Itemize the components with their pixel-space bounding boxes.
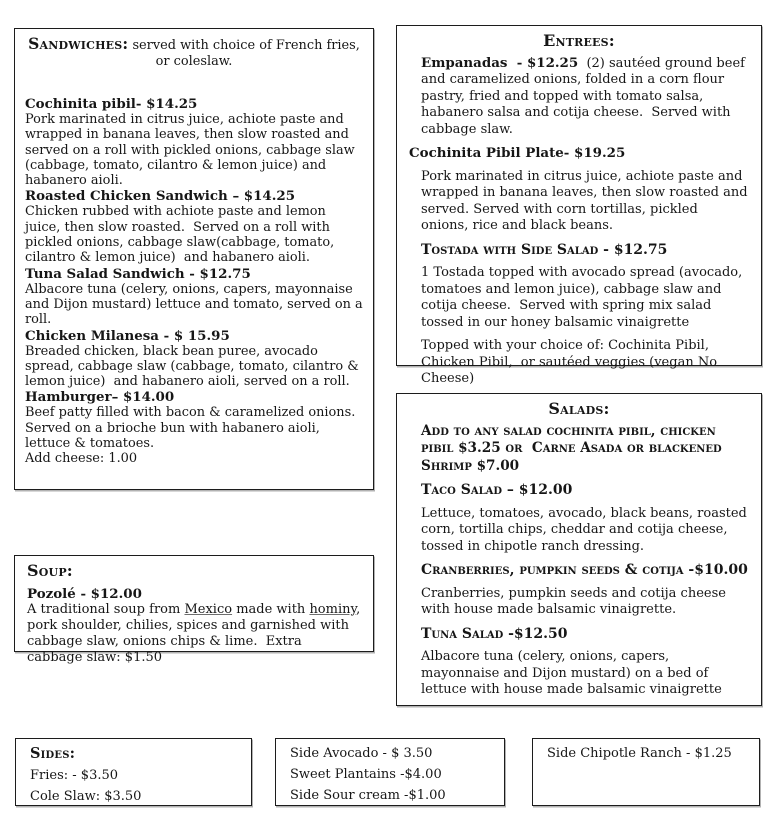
sides-section bbox=[15, 738, 252, 806]
item-title-tuna-salad: Tuna Salad -$12.50 bbox=[421, 625, 568, 642]
item-description: Chicken rubbed with achiote paste and lemon juice, then slow roasted. Served on a roll with pickled onions, cabbage slaw(cabbage, tomato, cilantro & lemon juice) and habanero aioli. bbox=[25, 204, 339, 266]
item-title: Hamburger– $14.00 bbox=[25, 389, 175, 406]
entrees-section bbox=[396, 25, 762, 386]
salads-title: Salads: bbox=[548, 399, 610, 418]
item-title-cranberries: Cranberries, pumpkin seeds & cotija -$10.00 bbox=[421, 562, 748, 578]
salads-addon-note: Add to any salad cochinita pibil, chicken pibil $3.25 or Carne Asada or blackened Shrimp $7.00 bbox=[421, 422, 727, 474]
description-text: made with bbox=[232, 602, 310, 617]
item-description-cranberries: Cranberries, pumpkin seeds and cotija cheese with house made balsamic vinaigrette. bbox=[421, 585, 731, 617]
item-description: Albacore tuna (celery, onions, capers, mayonnaise and Dijon mustard) lettuce and tomato, served on a roll. bbox=[25, 281, 367, 328]
menu-item-cochinita-pibil bbox=[25, 96, 363, 188]
item-title: Cochinita pibil- $14.25 bbox=[25, 96, 198, 112]
item-title: Roasted Chicken Sandwich – $14.25 bbox=[25, 188, 296, 205]
item-description: Pork marinated in citrus juice, achiote paste and wrapped in banana leaves, then slow roasted and served on a roll with pickled onions, cabbage slaw (cabbage, tomato, cilantro & lemon juice) and habanero aioli. bbox=[25, 112, 359, 189]
sandwiches-header bbox=[25, 36, 363, 70]
menu-item-hamburger bbox=[25, 389, 363, 466]
item-title-tostada: Tostada with Side Salad - $12.75 bbox=[421, 241, 668, 258]
side-item-cole-slaw: Cole Slaw: $3.50 bbox=[30, 789, 142, 804]
side-item-sour-cream: Side Sour cream -$1.00 bbox=[290, 788, 446, 803]
item-title-taco-salad: Taco Salad – $12.00 bbox=[421, 482, 573, 498]
sauces-section bbox=[532, 738, 760, 806]
sandwiches-header-note: served with choice of French fries, or coleslaw. bbox=[128, 38, 364, 69]
extra-sides-section bbox=[275, 738, 505, 806]
mexico-link[interactable]: Mexico bbox=[184, 602, 233, 617]
item-description-pozole bbox=[27, 602, 365, 666]
soup-header bbox=[27, 563, 361, 581]
item-addon-note: Add cheese: 1.00 bbox=[25, 451, 138, 467]
sandwiches-section bbox=[14, 28, 374, 490]
side-item-fries: Fries: - $3.50 bbox=[30, 768, 119, 783]
menu-item-tuna-salad-sandwich bbox=[25, 265, 367, 328]
item-description-taco-salad: Lettuce, tomatoes, avocado, black beans, roasted corn, tortilla chips, cheddar and cotija cheese, tossed in chipotle ranch dressing. bbox=[421, 505, 751, 554]
item-description: Beef patty filled with bacon & caramelized onions. Served on a brioche bun with habanero aioli, lettuce & tomatoes. bbox=[25, 405, 360, 452]
spacer bbox=[25, 70, 363, 96]
item-description-tostada: 1 Tostada topped with avocado spread (avocado, tomatoes and lemon juice), cabbage slaw and cotija cheese. Served with spring mix salad tossed in our honey balsamic vinaigrette bbox=[421, 265, 747, 330]
salads-section bbox=[396, 393, 762, 706]
item-title-cochinita-pibil-plate: Cochinita Pibil Plate- $19.25 bbox=[409, 145, 626, 161]
sides-header bbox=[30, 743, 237, 765]
soup-title: Soup: bbox=[27, 561, 73, 580]
item-title: Tuna Salad Sandwich - $12.75 bbox=[25, 265, 251, 282]
soup-section bbox=[14, 555, 374, 665]
description-text: , pork shoulder, chilies, spices and garnished with cabbage slaw, onions chips & lime. Extra cabbage slaw: $1.50 bbox=[27, 602, 365, 665]
description-text: A traditional soup from bbox=[27, 602, 185, 617]
hominy-link[interactable]: hominy bbox=[309, 602, 357, 617]
menu-item-chicken-milanesa bbox=[25, 328, 363, 390]
menu-item-roasted-chicken-sandwich bbox=[25, 188, 363, 265]
item-description-tuna-salad: Albacore tuna (celery, onions, capers, mayonnaise and Dijon mustard) on a bed of lettuce with house made balsamic vinaigrette bbox=[421, 649, 722, 697]
side-item-avocado: Side Avocado - $ 3.50 bbox=[290, 746, 433, 761]
item-title-pozole: Pozolé - $12.00 bbox=[27, 586, 142, 602]
item-description: (2) sautéed ground beef and caramelized onions, folded in a corn flour pastry, fried and topped with tomato salsa, habanero salsa and cotija cheese. Served with cabbage slaw. bbox=[421, 55, 750, 137]
side-item-chipotle-ranch: Side Chipotle Ranch - $1.25 bbox=[547, 746, 732, 761]
side-item-sweet-plantains: Sweet Plantains -$4.00 bbox=[290, 767, 442, 782]
item-description: Breaded chicken, black bean puree, avocado spread, cabbage slaw (cabbage, tomato, cilantro & lemon juice) and habanero aioli, served on a roll. bbox=[25, 343, 363, 390]
item-title: Chicken Milanesa - $ 15.95 bbox=[25, 327, 230, 344]
item-description-cochinita-pibil-plate: Pork marinated in citrus juice, achiote paste and wrapped in banana leaves, then slow roasted and served. Served with corn tortillas, pickled onions, rice and black beans. bbox=[421, 168, 752, 233]
sandwiches-title: Sandwiches: bbox=[28, 34, 129, 53]
menu-item-empanadas bbox=[421, 55, 749, 139]
entrees-title: Entrees: bbox=[543, 31, 615, 50]
item-title: Empanadas - $12.25 bbox=[421, 54, 579, 71]
entrees-footer-note: Topped with your choice of: Cochinita Pibil, Chicken Pibil, or sautéed veggies (vegan No Cheese) bbox=[421, 338, 722, 386]
sides-title: Sides: bbox=[30, 745, 76, 762]
